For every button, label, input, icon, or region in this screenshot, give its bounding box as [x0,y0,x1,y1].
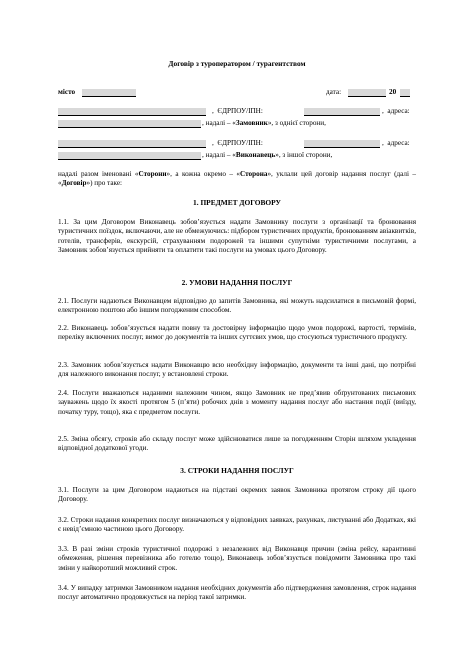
date-year-underline [400,96,410,97]
party2-name-underline [58,147,206,148]
party1-called: , надалі – «Замовник», з однієї сторони, [202,119,326,127]
intro-paragraph: надалі разом іменовані «Сторони», а кожна окремо – «Сторона», уклали цей договір надання послуг (далі – «Договір») про таке: [58,170,417,188]
clause-2-2: 2.2. Виконавець зобов’язується надати повну та достовірну інформацію щодо умов подорожі, вартості, термінів, переліку включених послуг, вимог до документів та інших суттєвих умов, що стосуються туристичного продукту. [58,324,416,342]
clause-2-4: 2.4. Послуги вважаються наданими належним чином, якщо Замовник не пред’явив обґрунтованих письмових зауважень щодо їх якості протягом 5 (п’яти) робочих днів з моменту надання послуг або настання події (виїзду, початку туру, тощо), яка є предметом послуги. [58,389,416,416]
party1-name-underline [58,115,206,116]
date-label: дата: [326,88,342,96]
party1-edrpou-label: , ЄДРПОУ/ІПН: [212,107,263,115]
clause-1-1: 1.1. За цим Договором Виконавець зобов’язується надати Замовнику послуги з організації та бронювання туристичних поїздок, включаючи, але не обмежуючись: підбором туристичних продуктів, бронюванням авіаквитків, готелів, трансферів, екскурсій, страхуванням подорожей та іншими супутніми туристичними послугами, а Замовник зобов’язується прийняти та оплатити такі послуги на умовах цього Договору. [58,218,416,254]
party2-edrpou-label: , ЄДРПОУ/ІПН: [212,139,263,147]
clause-3-1: 3.1. Послуги за цим Договором надаються на підставі окремих заявок Замовника протягом строку дії цього Договору. [58,486,416,504]
section-heading-3: 3. СТРОКИ НАДАННЯ ПОСЛУГ [180,466,294,475]
party2-edrpou-underline [304,147,380,148]
date-field-underline [348,96,386,97]
city-label: місто [58,88,76,96]
clause-2-1: 2.1. Послуги надаються Виконавцем відповідно до запитів Замовника, які можуть надсилатися в письмовій формі, електронною поштою або іншим погодженим способом. [58,297,416,315]
party1-address-label: , адреса: [382,107,410,115]
party1-address-underline [58,127,201,128]
clause-3-3: 3.3. В разі зміни строків туристичної подорожі з незалежних від Виконавця причин (зміна рейсу, карантинні обмеження, рішення перевізника або готелю тощо), Виконавець зобов’язується повідомити Замовника про такі зміни у найкоротший можливий строк. [58,545,416,572]
party1-edrpou-underline [304,115,380,116]
clause-2-5: 2.5. Зміна обсягу, строків або складу послуг може здійснюватися лише за погодженням Сторін шляхом укладення відповідної додаткової угоди. [58,435,416,453]
party2-address-label: , адреса: [382,139,410,147]
clause-2-3: 2.3. Замовник зобов’язується надати Виконавцю всю необхідну інформацію, документи та інші дані, що потрібні для належного виконання послуг, у встановлені строки. [58,361,416,379]
clause-3-4: 3.4. У випадку затримки Замовником надання необхідних документів або підтвердження замовлення, строк надання послуг автоматично продовжується на період такої затримки. [58,584,416,602]
city-field-underline [82,96,136,97]
section-heading-1: 1. ПРЕДМЕТ ДОГОВОРУ [193,198,281,207]
section-heading-2: 2. УМОВИ НАДАННЯ ПОСЛУГ [181,278,293,287]
clause-3-2: 3.2. Строки надання конкретних послуг визначаються у відповідних заявках, рахунках, листуванні або Додатках, які є невід’ємною частиною цього Договору. [58,516,416,534]
party2-address-underline [58,159,201,160]
date-year: 20 [389,88,397,96]
party2-called: , надалі – «Виконавець», з іншої сторони, [202,151,333,159]
document-title: Договір з туроператором / турагентством [168,59,306,68]
